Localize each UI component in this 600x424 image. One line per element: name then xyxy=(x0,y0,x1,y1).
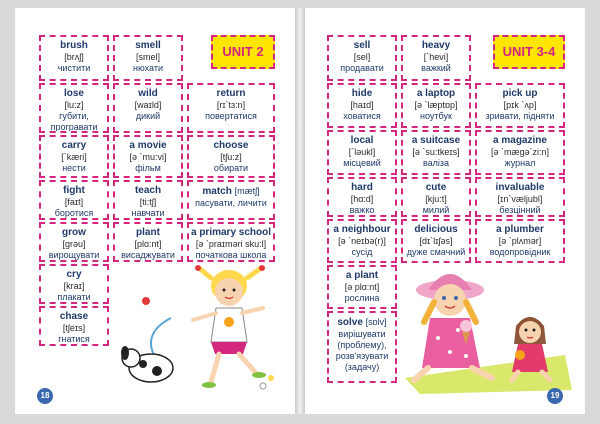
right-page xyxy=(305,8,585,414)
vocab-card: chase [tʃeɪs] гнатися xyxy=(39,306,109,346)
vocab-card: solve [sɒlv] вирішувати (проблему), розв'язувати (задачу) xyxy=(327,311,397,383)
girls-picnic-illustration xyxy=(400,260,575,395)
vocab-card: sell [sel] продавати xyxy=(327,35,397,81)
unit-label: UNIT 3-4 xyxy=(493,35,565,69)
vocab-card: hard [hɑ:d] важко xyxy=(327,177,397,217)
vocab-card: match [mætʃ] пасувати, личити xyxy=(187,180,275,220)
vocab-card: delicious [dɪ`lɪʃəs] дуже смачний xyxy=(401,219,471,263)
vocab-card: smell [smel] нюхати xyxy=(113,35,183,81)
book-spine xyxy=(295,8,305,414)
page-number: 18 xyxy=(37,388,53,404)
vocab-card: grow [grəu] вирощувати xyxy=(39,222,109,262)
vocab-card: a primary school [ə `praɪməri sku:l] початкова школа xyxy=(187,222,275,262)
vocab-card: a magazine [ə `mægə`zi:n] журнал xyxy=(475,130,565,175)
vocab-card: return [rɪ`tɜ:n] повертатися xyxy=(187,83,275,133)
left-page xyxy=(15,8,295,414)
vocab-card: carry [`kæri] нести xyxy=(39,135,109,178)
vocab-card: choose [tʃu:z] обирати xyxy=(187,135,275,178)
vocab-card: a neighbour [ə `neɪbə(r)] сусід xyxy=(327,219,397,263)
vocab-card: cry [kraɪ] плакати xyxy=(39,264,109,304)
girl-and-dog-illustration xyxy=(111,258,281,398)
vocab-card: a suitcase [ə `su:tkeɪs] валіза xyxy=(401,130,471,175)
vocab-card: a laptop [ə `læptɒp] ноутбук xyxy=(401,83,471,128)
vocab-card: a plumber [ə `plʌmər] водопровідник xyxy=(475,219,565,263)
vocab-card: pick up [pɪk `ʌp] зривати, підняти xyxy=(475,83,565,128)
vocab-card: wild [waɪld] дикий xyxy=(113,83,183,133)
vocab-card: local [`ləukl] місцевий xyxy=(327,130,397,175)
unit-label: UNIT 2 xyxy=(211,35,275,69)
vocab-card: lose [lu:z] губити, програвати xyxy=(39,83,109,133)
vocab-card: cute [kju:t] милий xyxy=(401,177,471,217)
vocab-card: brush [brʌʃ] чистити xyxy=(39,35,109,81)
vocab-card: heavy [`hevi] важкий xyxy=(401,35,471,81)
vocab-card: teach [ti:tʃ] навчати xyxy=(113,180,183,220)
vocab-card: invaluable [ɪn`væljubl] безцінний xyxy=(475,177,565,217)
vocab-card: fight [faɪt] боротися xyxy=(39,180,109,220)
vocab-card: a movie [ə `mu:vi] фільм xyxy=(113,135,183,178)
vocab-card: a plant [ə plɑ:nt] рослина xyxy=(327,265,397,309)
page-number: 19 xyxy=(547,388,563,404)
vocab-card: hide [haɪd] ховатися xyxy=(327,83,397,128)
vocab-card: plant [plɑ:nt] висаджувати xyxy=(113,222,183,262)
